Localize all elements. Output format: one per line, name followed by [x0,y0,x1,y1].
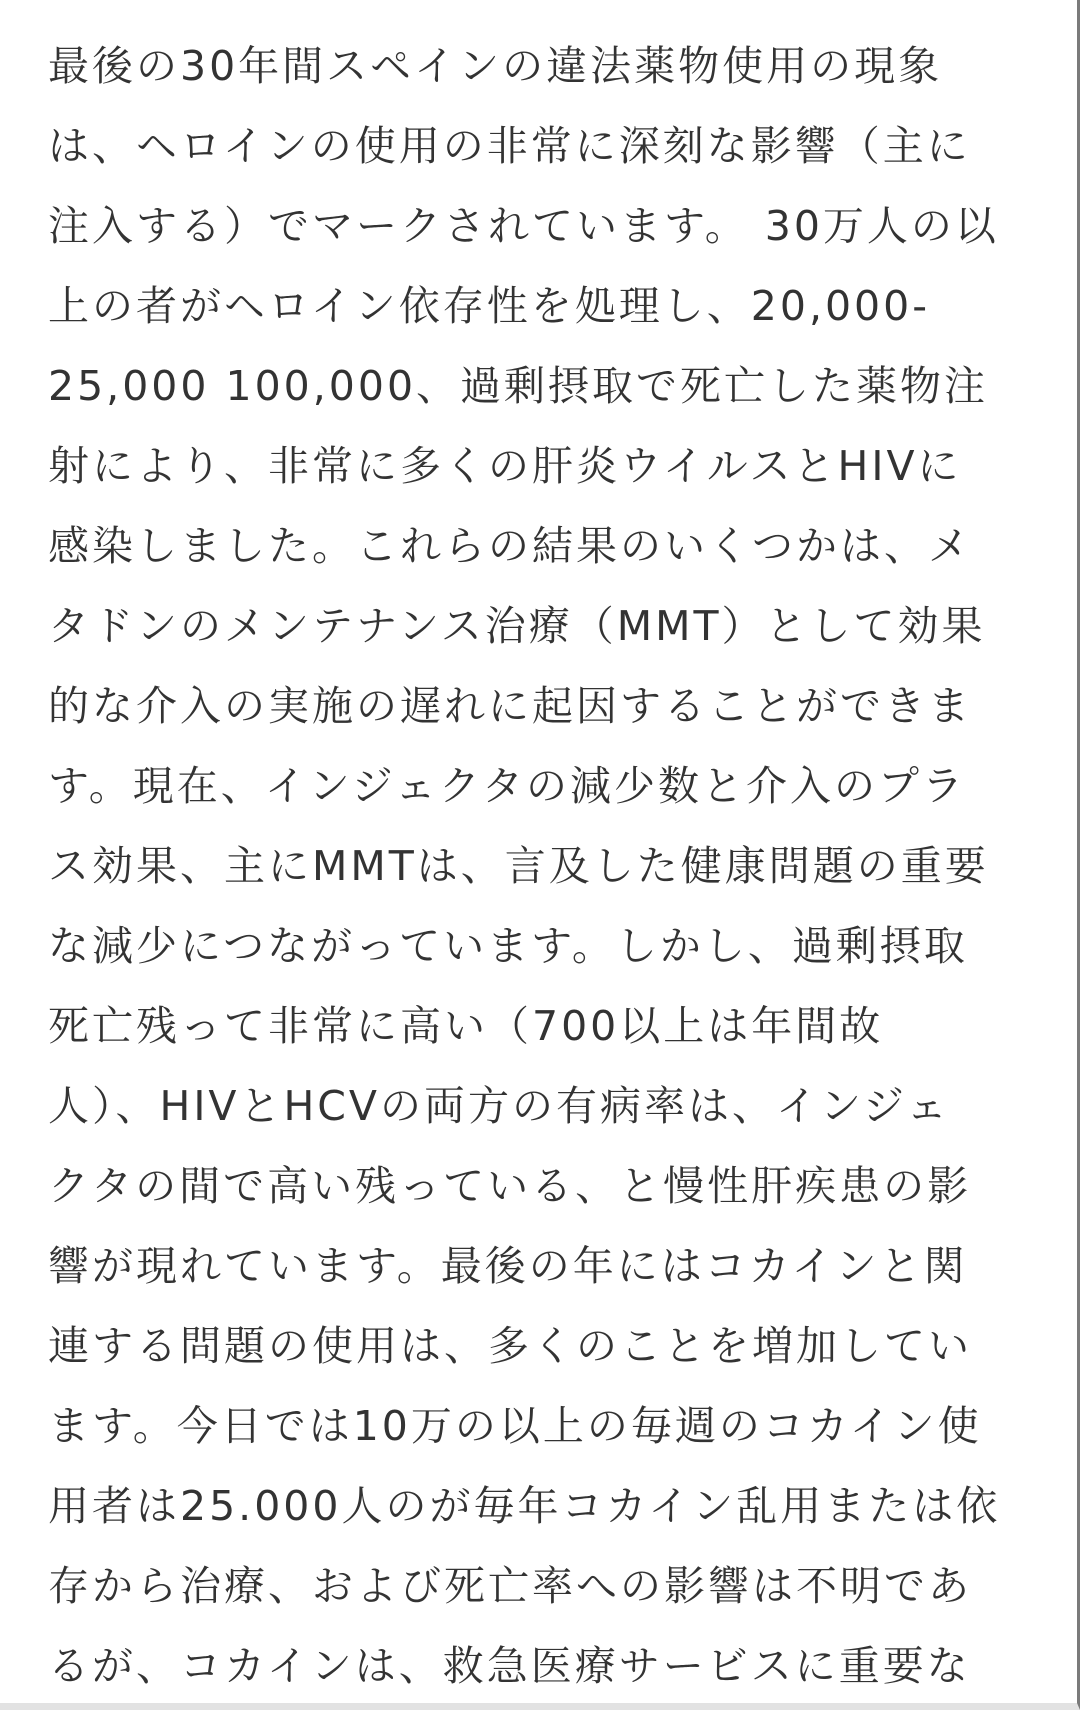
text-line: 射により、非常に多くの肝炎ウイルスとHIVに [48,442,962,490]
text-line: ます。今日では10万の以上の毎週のコカイン使 [48,1402,982,1450]
text-line: クタの間で高い残っている、と慢性肝疾患の影 [48,1162,972,1210]
text-line: は、ヘロインの使用の非常に深刻な影響（主に [48,122,971,170]
article-text [48,26,1038,1706]
text-line: 響が現れています。最後の年にはコカインと関 [48,1242,968,1290]
text-line: 最後の30年間スペインの違法薬物使用の現象 [48,42,943,90]
text-line: 用者は25.000人のが毎年コカイン乱用または依 [48,1482,1001,1530]
text-line: 死亡残って非常に高い（700以上は年間故 [48,1002,884,1050]
text-line: な減少につながっています。しかし、過剰摂取 [48,922,968,970]
text-line: す。現在、インジェクタの減少数と介入のプラ [48,762,967,810]
text-line: 注入する）でマークされています。 30万人の以 [48,202,999,250]
text-line: 上の者がヘロイン依存性を処理し、20,000- [48,282,931,330]
text-line: タドンのメンテナンス治療（MMT）として効果 [48,602,986,650]
text-line: 25,000 100,000、過剰摂取で死亡した薬物注 [48,362,989,410]
text-line: 人）、HIVとHCVの両方の有病率は、インジェ [48,1082,951,1130]
text-line: 感染しました。これらの結果のいくつかは、メ [48,522,972,570]
text-line: るが、コカインは、救急医療サービスに重要な [48,1642,971,1690]
text-line: ス効果、主にMMTは、言及した健康問題の重要 [48,842,989,890]
text-line: 存から治療、および死亡率への影響は不明であ [48,1562,972,1610]
text-line: 連する問題の使用は、多くのことを増加してい [48,1322,972,1370]
text-line: 的な介入の実施の遅れに起因することができま [48,682,972,730]
